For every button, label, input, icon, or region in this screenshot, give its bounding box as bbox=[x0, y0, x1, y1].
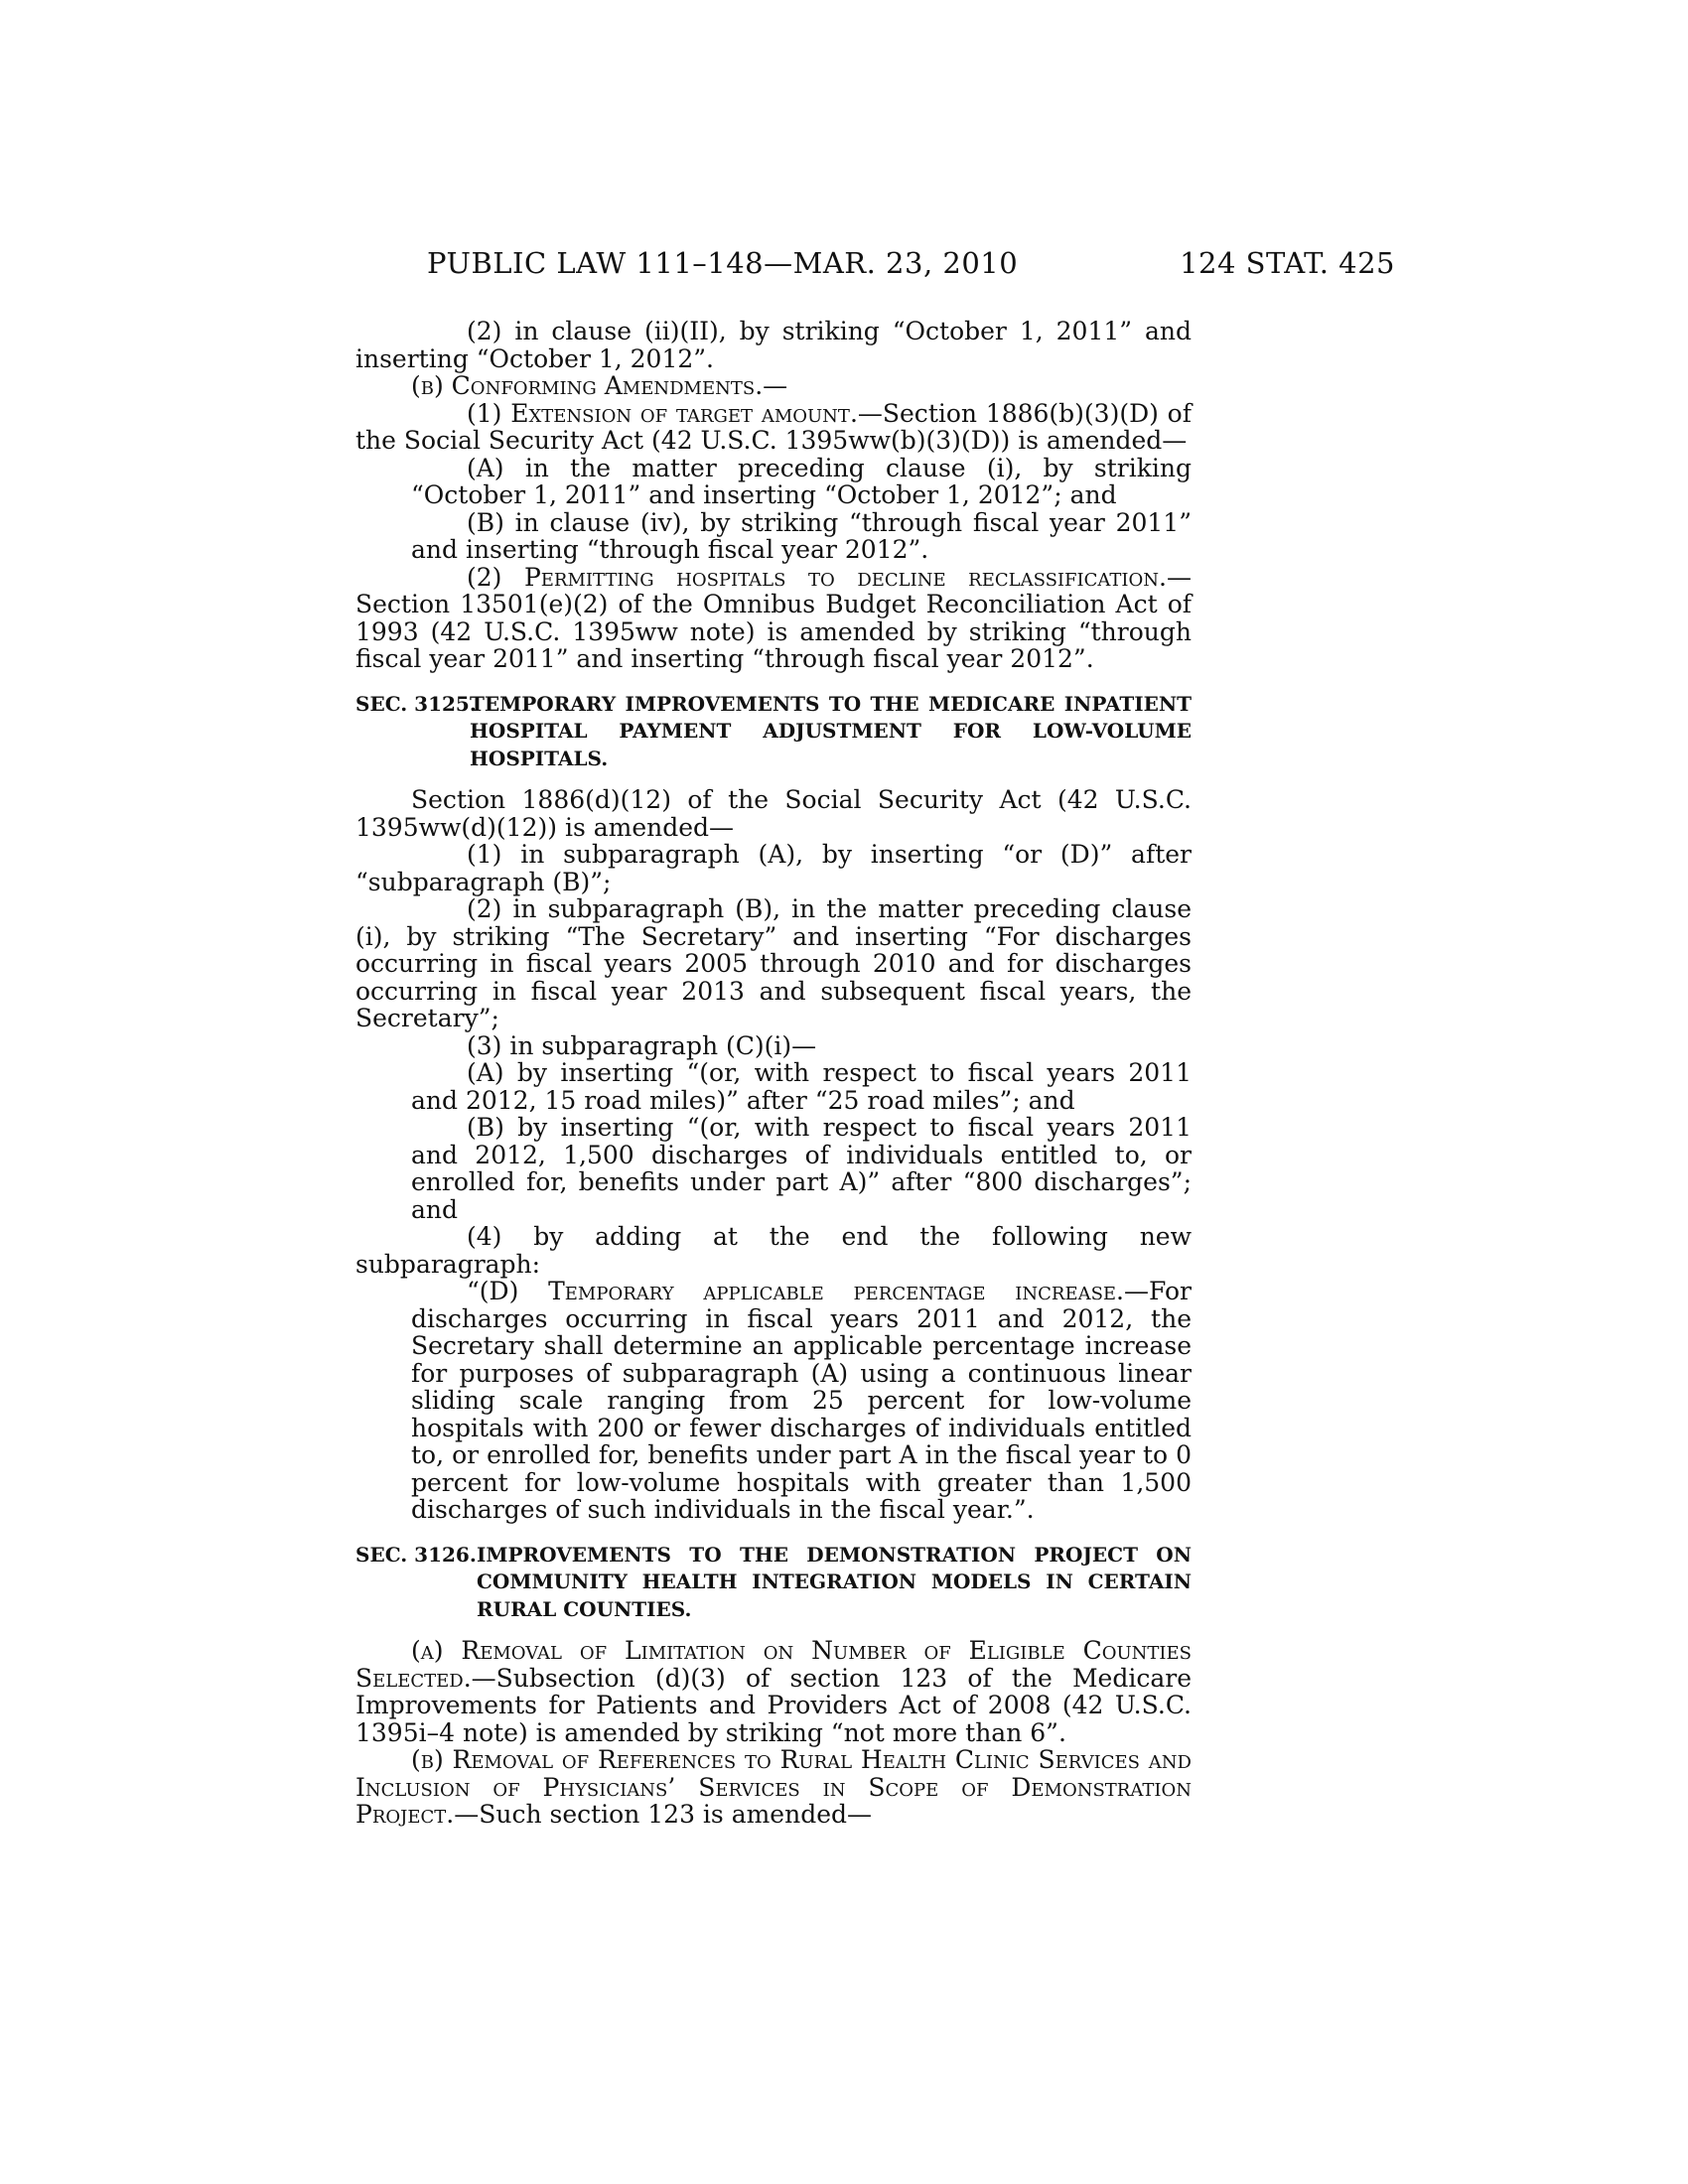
paragraph-heading: (1) Extension of target amount. bbox=[467, 398, 858, 428]
paragraph bbox=[355, 1637, 1192, 1746]
paragraph: (1) in subparagraph (A), by inserting “or (D)” after “subparagraph (B)”; bbox=[355, 840, 1192, 896]
paragraph-text: —Section 1886(b)(3)(D) of the Social Security Act (42 U.S.C. 1395ww(b)(3)(D)) is amended— bbox=[355, 398, 1192, 455]
page-body bbox=[355, 318, 1192, 1829]
paragraph-heading: (b) Removal of References to Rural Health Clinic Services and Inclusion of Physicians’ Services in Scope of Demonstration Project. bbox=[355, 1745, 1192, 1829]
paragraph: (4) by adding at the end the following new subparagraph: bbox=[355, 1222, 1192, 1279]
paragraph: Section 1886(d)(12) of the Social Security Act (42 U.S.C. 1395ww(d)(12)) is amended— bbox=[355, 785, 1192, 842]
paragraph: (A) by inserting “(or, with respect to fiscal years 2011 and 2012, 15 road miles)” after “25 road miles”; and bbox=[411, 1058, 1192, 1115]
paragraph bbox=[355, 1746, 1192, 1829]
paragraph-heading: (2) Permitting hospitals to decline reclassification. bbox=[467, 562, 1167, 592]
paragraph: (3) in subparagraph (C)(i)— bbox=[467, 1030, 817, 1060]
paragraph: (B) in clause (iv), by striking “through fiscal year 2011” and inserting “through fiscal year 2012”. bbox=[411, 507, 1192, 564]
section-number: SEC. 3125. bbox=[355, 691, 477, 716]
subsection-heading: (b) Conforming Amendments.— bbox=[411, 371, 788, 400]
header-page-stat: 124 STAT. 425 bbox=[1180, 246, 1395, 280]
quoted-paragraph bbox=[355, 1278, 1192, 1524]
section-title: TEMPORARY IMPROVEMENTS TO THE MEDICARE INPATIENT HOSPITAL PAYMENT ADJUSTMENT FOR LOW-VOLUME HOSPITALS. bbox=[470, 691, 1192, 770]
paragraph-heading: (a) Removal of Limitation on Number of Eligible Counties Selected. bbox=[355, 1636, 1192, 1693]
paragraph: (A) in the matter preceding clause (i), by striking “October 1, 2011” and inserting “October 1, 2012”; and bbox=[411, 453, 1192, 509]
section-heading-3125 bbox=[355, 691, 1192, 773]
paragraph: (2) in subparagraph (B), in the matter preceding clause (i), by striking “The Secretary” and inserting “For discharges occurring in fiscal years 2005 through 2010 and for discharges occurring in fiscal year 2013 and subsequent fiscal years, the Secretary”; bbox=[355, 894, 1192, 1032]
paragraph: (B) by inserting “(or, with respect to fiscal years 2011 and 2012, 1,500 discharges of individuals entitled to, or enrolled for, benefits under part A)” after “800 discharges”; and bbox=[411, 1113, 1192, 1224]
paragraph bbox=[355, 564, 1192, 673]
section-title: IMPROVEMENTS TO THE DEMONSTRATION PROJECT ON COMMUNITY HEALTH INTEGRATION MODELS IN CERTAIN RURAL COUNTIES. bbox=[477, 1542, 1192, 1621]
paragraph-text: —Such section 123 is amended— bbox=[454, 1800, 873, 1829]
paragraph-heading: “(D) Temporary applicable percentage increase. bbox=[467, 1277, 1125, 1305]
running-header bbox=[427, 246, 1395, 286]
section-number: SEC. 3126. bbox=[355, 1542, 477, 1567]
paragraph bbox=[355, 400, 1192, 455]
paragraph-text: —Subsection (d)(3) of section 123 of the Medicare Improvements for Patients and Providers Act of 2008 (42 U.S.C. 1395i–4 note) is amended by striking “not more than 6”. bbox=[355, 1663, 1192, 1747]
paragraph-text: —For discharges occurring in fiscal years 2011 and 2012, the Secretary shall determine an applicable percentage increase for purposes of subparagraph (A) using a continuous linear sliding scale ranging from 25 percent for low-volume hospitals with 200 or fewer discharges of individuals entitled to, or enrolled for, benefits under part A in the fiscal year to 0 percent for low-volume hospitals with greater than 1,500 discharges of such individuals in the fiscal year.”. bbox=[411, 1277, 1192, 1524]
header-title: PUBLIC LAW 111–148—MAR. 23, 2010 bbox=[427, 246, 1019, 280]
section-heading-3126 bbox=[355, 1542, 1192, 1624]
paragraph-text: —Section 13501(e)(2) of the Omnibus Budget Reconciliation Act of 1993 (42 U.S.C. 1395ww note) is amended by striking “through fiscal year 2011” and inserting “through fiscal year 2012”. bbox=[355, 562, 1192, 673]
paragraph: (2) in clause (ii)(II), by striking “October 1, 2011” and inserting “October 1, 2012”. bbox=[355, 317, 1192, 373]
